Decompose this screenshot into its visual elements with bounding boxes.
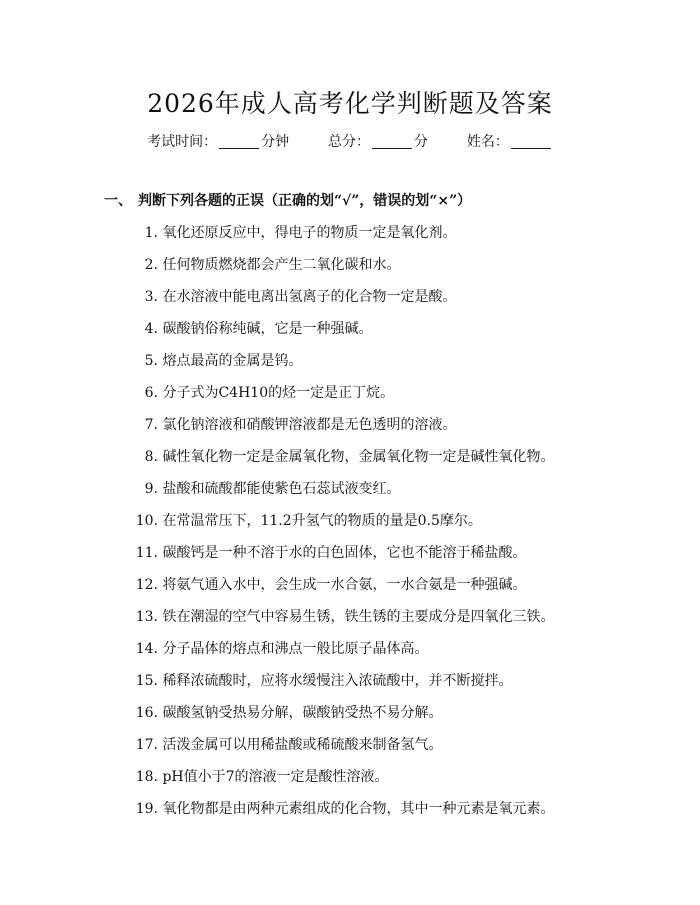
question-text: 分子晶体的熔点和沸点一般比原子晶体高。 (162, 641, 429, 657)
question-item (122, 767, 554, 799)
question-item (122, 447, 554, 479)
question-number: 18. (135, 769, 158, 785)
question-text: 碱性氧化物一定是金属氧化物，金属氧化物一定是碱性氧化物。 (162, 449, 555, 465)
question-item (122, 703, 554, 735)
question-text: 氧化还原反应中，得电子的物质一定是氧化剂。 (162, 225, 457, 241)
question-text: 活泼金属可以用稀盐酸或稀硫酸来制备氢气。 (162, 737, 443, 753)
question-item (122, 607, 554, 639)
question-number: 12. (135, 577, 158, 593)
question-text: 盐酸和硫酸都能使紫色石蕊试液变红。 (162, 481, 401, 497)
question-text: 碳酸钙是一种不溶于水的白色固体，它也不能溶于稀盐酸。 (162, 545, 527, 561)
question-number: 11. (135, 545, 158, 561)
question-item (122, 575, 554, 607)
page-title: 2026年成人高考化学判断题及答案 (147, 89, 553, 118)
time-label: 考试时间： (147, 134, 218, 150)
question-number: 17. (135, 737, 158, 753)
question-text: 碳酸钠俗称纯碱，它是一种强碱。 (162, 321, 373, 337)
section-instruction: 判断下列各题的正误（正确的划“√”，错误的划“×”） (138, 193, 472, 209)
question-number: 6. (144, 385, 158, 401)
time-unit: 分钟 (261, 134, 290, 150)
exam-info-line (0, 131, 700, 151)
section-heading (104, 190, 471, 210)
question-item (122, 511, 554, 543)
question-number: 8. (144, 449, 158, 465)
score-blank (372, 134, 412, 149)
name-blank (511, 134, 551, 149)
question-text: 氯化钠溶液和硝酸钾溶液都是无色透明的溶液。 (162, 417, 457, 433)
question-text: 铁在潮湿的空气中容易生锈，铁生锈的主要成分是四氧化三铁。 (162, 609, 555, 625)
question-number: 16. (135, 705, 158, 721)
question-number: 4. (144, 321, 158, 337)
question-text: 氧化物都是由两种元素组成的化合物，其中一种元素是氧元素。 (162, 801, 555, 817)
score-label: 总分： (328, 134, 370, 150)
question-item (122, 223, 554, 255)
question-text: 将氨气通入水中，会生成一水合氨，一水合氨是一种强碱。 (162, 577, 527, 593)
question-item (122, 671, 554, 703)
question-number: 15. (135, 673, 158, 689)
question-text: 稀释浓硫酸时，应将水缓慢注入浓硫酸中，并不断搅拌。 (162, 673, 513, 689)
time-blank (219, 134, 259, 149)
question-number: 2. (144, 257, 158, 273)
section-number: 一、 (104, 193, 132, 209)
question-number: 14. (135, 641, 158, 657)
question-item (122, 255, 554, 287)
question-item (122, 351, 554, 383)
question-item (122, 639, 554, 671)
question-text: 在常温常压下，11.2升氢气的物质的量是0.5摩尔。 (162, 513, 482, 529)
question-item (122, 383, 554, 415)
score-unit: 分 (414, 134, 428, 150)
question-list (122, 223, 554, 831)
question-text: 任何物质燃烧都会产生二氧化碳和水。 (162, 257, 401, 273)
question-item (122, 319, 554, 351)
question-number: 7. (144, 417, 158, 433)
question-text: pH值小于7的溶液一定是酸性溶液。 (162, 769, 389, 785)
question-item (122, 415, 554, 447)
question-item (122, 543, 554, 575)
question-number: 5. (144, 353, 158, 369)
question-number: 10. (135, 513, 158, 529)
question-number: 3. (144, 289, 158, 305)
question-text: 在水溶液中能电离出氢离子的化合物一定是酸。 (162, 289, 457, 305)
question-number: 19. (135, 801, 158, 817)
question-item (122, 735, 554, 767)
question-text: 熔点最高的金属是钨。 (162, 353, 303, 369)
question-text: 碳酸氢钠受热易分解，碳酸钠受热不易分解。 (162, 705, 443, 721)
question-number: 1. (144, 225, 158, 241)
question-item (122, 479, 554, 511)
question-item (122, 799, 554, 831)
question-text: 分子式为C4H10的烃一定是正丁烷。 (162, 385, 395, 401)
question-number: 13. (135, 609, 158, 625)
name-label: 姓名： (466, 134, 509, 150)
question-item (122, 287, 554, 319)
question-number: 9. (144, 481, 158, 497)
